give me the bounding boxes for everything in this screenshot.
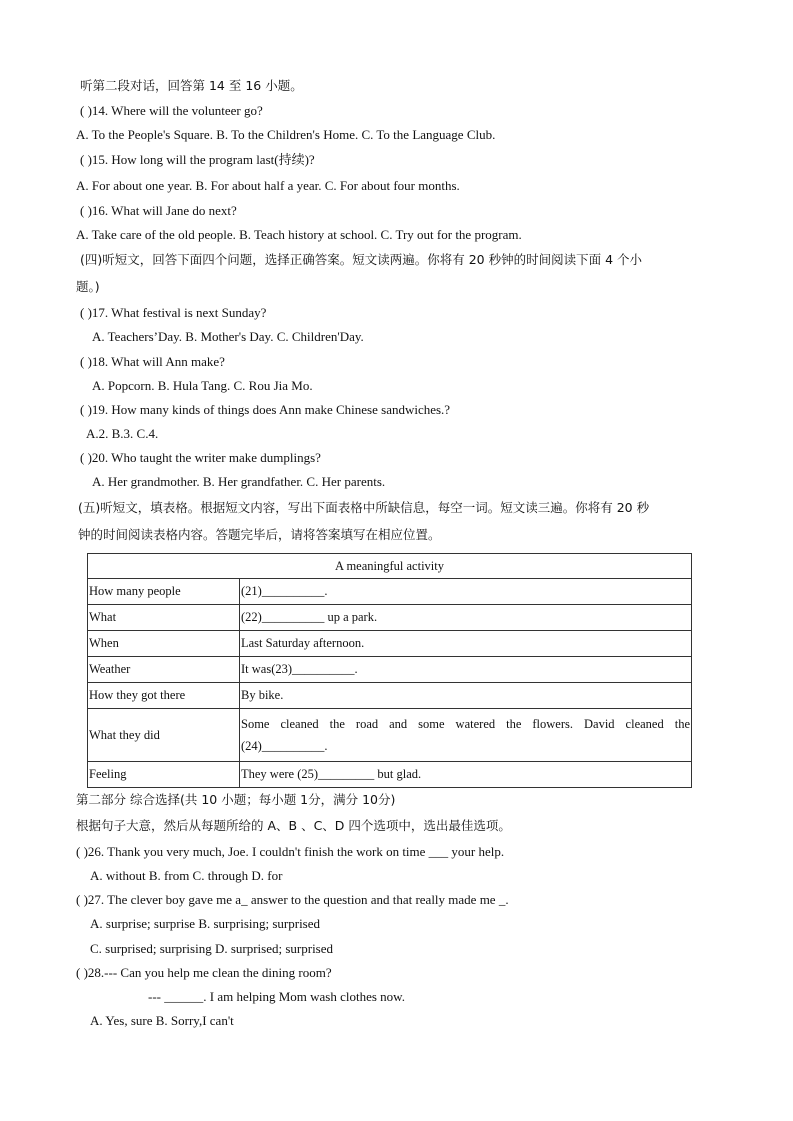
row-label: What they did — [88, 709, 240, 762]
table-row — [88, 709, 692, 762]
question-20: ( )20. Who taught the writer make dumplings? — [80, 450, 321, 465]
row-label: Weather — [88, 657, 240, 683]
question-18: ( )18. What will Ann make? — [80, 354, 225, 369]
row-value: Last Saturday afternoon. — [240, 631, 692, 657]
section-4-intro-line1: (四)听短文，回答下面四个问题，选择正确答案。短文读两遍。你将有 20 秒钟的时间阅读下面 4 个小 — [80, 252, 643, 267]
question-27-options-cd: C. surprised; surprising D. surprised; surprised — [90, 941, 334, 956]
table-row — [88, 657, 692, 683]
section-5-intro-line1: (五)听短文，填表格。根据短文内容，写出下面表格中所缺信息，每空一词。短文读三遍。你将有 20 秒 — [78, 500, 650, 515]
row-label: How many people — [88, 579, 240, 605]
row-value: Some cleaned the road and some watered the flowers. David cleaned the (24)__________. — [240, 709, 692, 762]
section-4-intro-line2: 题。) — [76, 279, 100, 294]
question-28: ( )28.--- Can you help me clean the dining room? — [76, 965, 332, 980]
question-28-options: A. Yes, sure B. Sorry,I can't — [90, 1013, 234, 1028]
table-row — [88, 605, 692, 631]
question-14: ( )14. Where will the volunteer go? — [80, 103, 263, 118]
section-5-intro-line2: 钟的时间阅读表格内容。答题完毕后，请将答案填写在相应位置。 — [78, 527, 441, 542]
question-18-options: A. Popcorn. B. Hula Tang. C. Rou Jia Mo. — [92, 378, 313, 393]
question-28-reply: --- ______. I am helping Mom wash clothes now. — [148, 989, 405, 1004]
section-listening-2-intro: 听第二段对话，回答第 14 至 16 小题。 — [80, 78, 303, 93]
row-value: It was(23)__________. — [240, 657, 692, 683]
part-2-instructions: 根据句子大意，然后从每题所给的 A、B 、C、D 四个选项中，选出最佳选项。 — [76, 818, 511, 833]
question-15: ( )15. How long will the program last(持续)? — [80, 152, 315, 167]
table-row — [88, 579, 692, 605]
row-value: By bike. — [240, 683, 692, 709]
table-title: A meaningful activity — [88, 554, 692, 579]
row-value: (21)__________. — [240, 579, 692, 605]
row-value: They were (25)_________ but glad. — [240, 762, 692, 788]
question-15-options: A. For about one year. B. For about half a year. C. For about four months. — [76, 178, 460, 193]
activity-table — [87, 553, 692, 788]
question-16: ( )16. What will Jane do next? — [80, 203, 237, 218]
question-20-options: A. Her grandmother. B. Her grandfather. C. Her parents. — [92, 474, 386, 489]
question-19: ( )19. How many kinds of things does Ann make Chinese sandwiches.? — [80, 402, 451, 417]
question-26-options: A. without B. from C. through D. for — [90, 868, 283, 883]
row-value: (22)__________ up a park. — [240, 605, 692, 631]
row-label: When — [88, 631, 240, 657]
part-2-title: 第二部分 综合选择(共 10 小题；每小题 1分，满分 10分) — [76, 792, 396, 807]
question-14-options: A. To the People's Square. B. To the Children's Home. C. To the Language Club. — [76, 127, 496, 142]
row-label: What — [88, 605, 240, 631]
question-16-options: A. Take care of the old people. B. Teach history at school. C. Try out for the program. — [76, 227, 522, 242]
question-19-options: A.2. B.3. C.4. — [86, 426, 159, 441]
row-label: Feeling — [88, 762, 240, 788]
row-label: How they got there — [88, 683, 240, 709]
question-26: ( )26. Thank you very much, Joe. I couldn't finish the work on time ___ your help. — [76, 844, 505, 859]
question-17: ( )17. What festival is next Sunday? — [80, 305, 267, 320]
table-row — [88, 762, 692, 788]
question-27-options-ab: A. surprise; surprise B. surprising; surprised — [90, 916, 321, 931]
table-row — [88, 631, 692, 657]
table-row — [88, 683, 692, 709]
question-27: ( )27. The clever boy gave me a_ answer to the question and that really made me _. — [76, 892, 509, 907]
question-17-options: A. Teachers’Day. B. Mother's Day. C. Children'Day. — [92, 329, 364, 344]
